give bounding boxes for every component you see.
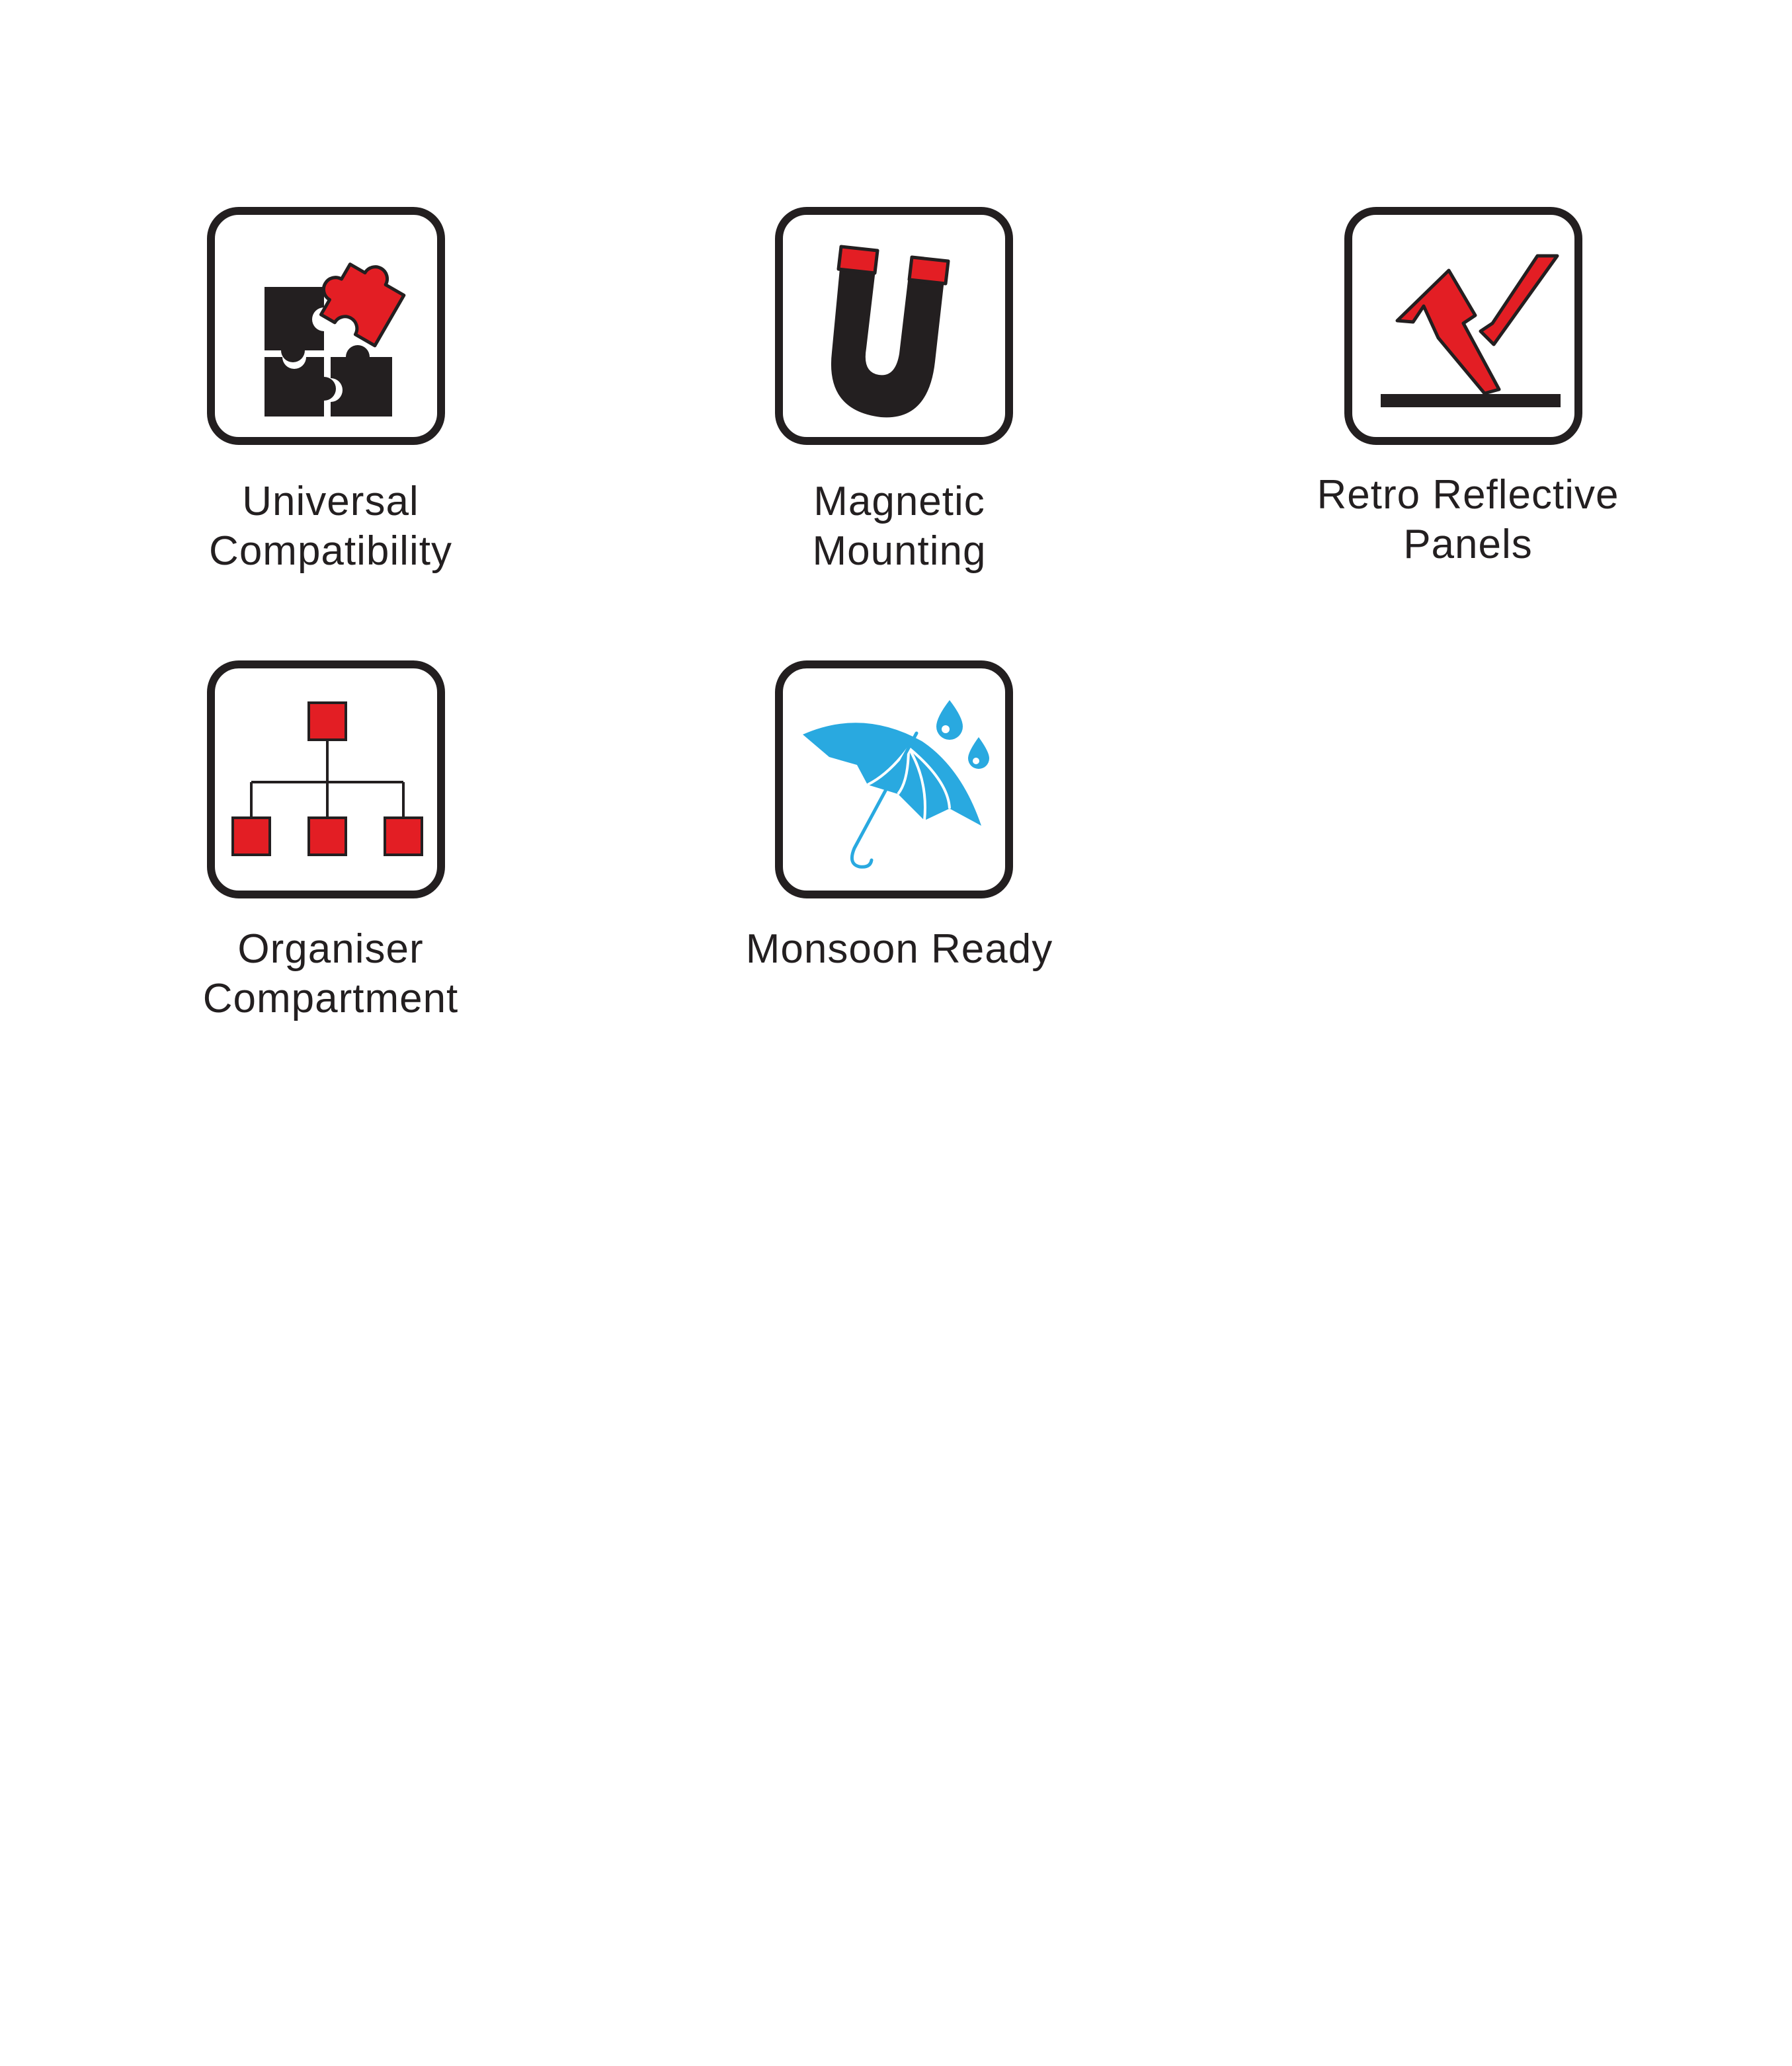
caption-line: Compartment: [202, 976, 459, 1021]
feature-caption: [1237, 470, 1699, 569]
feature-icon-frame: [775, 660, 1013, 898]
feature-caption: [99, 924, 562, 1023]
umbrella-rain-icon: [783, 668, 1005, 891]
feature-icon-frame: [207, 207, 445, 445]
caption-line: Retro Reflective: [1317, 472, 1619, 518]
feature-caption: [668, 924, 1131, 974]
feature-caption: [99, 477, 562, 576]
horseshoe-magnet-icon: [783, 215, 1005, 437]
feature-icon-frame: [207, 660, 445, 898]
reflect-arrow-check-icon: [1352, 215, 1574, 437]
caption-line: Monsoon Ready: [745, 926, 1053, 972]
hierarchy-chart-icon: [215, 668, 437, 891]
caption-line: Mounting: [812, 528, 987, 574]
caption-line: Organiser: [237, 926, 424, 972]
feature-icon-frame: [1344, 207, 1582, 445]
feature-icon-frame: [775, 207, 1013, 445]
caption-line: Panels: [1403, 522, 1533, 567]
puzzle-pieces-icon: [215, 215, 437, 437]
feature-caption: [668, 477, 1131, 576]
caption-line: Universal: [242, 479, 419, 524]
caption-line: Magnetic: [813, 479, 985, 524]
caption-line: Compatibility: [209, 528, 452, 574]
